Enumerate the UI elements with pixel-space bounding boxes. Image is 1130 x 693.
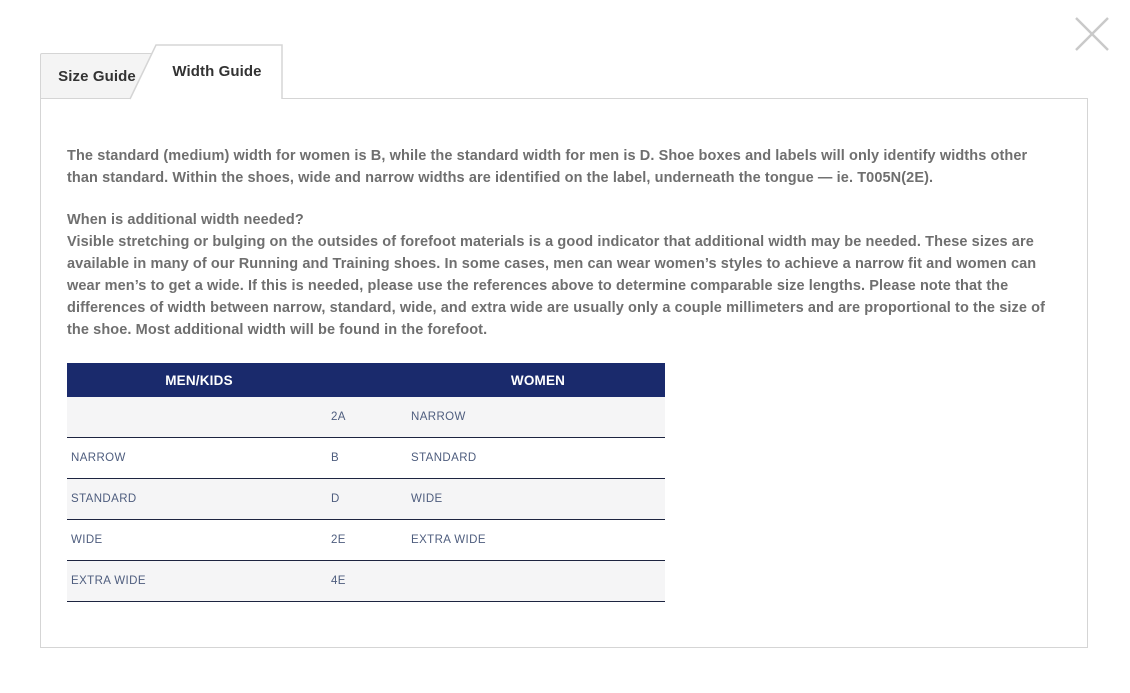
cell-width-code: 2E — [331, 534, 346, 546]
tab-size-guide-label: Size Guide — [58, 68, 136, 85]
cell-men-width: EXTRA WIDE — [71, 575, 146, 587]
close-icon — [1072, 14, 1112, 54]
cell-women-width — [411, 561, 665, 601]
cell-women-width: WIDE — [411, 493, 443, 505]
cell-men-width: WIDE — [71, 534, 103, 546]
cell-men-width: STANDARD — [71, 493, 137, 505]
cell-width-code: D — [331, 493, 340, 505]
table-header-row — [67, 363, 665, 397]
tab-width-guide[interactable] — [126, 44, 284, 100]
cell-women-width: STANDARD — [411, 452, 477, 464]
cell-men-width: NARROW — [71, 452, 126, 464]
cell-width-code: 4E — [331, 575, 346, 587]
table-row — [67, 438, 665, 479]
table-row — [67, 520, 665, 561]
width-guide-panel — [40, 98, 1088, 648]
header-spacer — [331, 363, 411, 397]
tab-width-guide-label: Width Guide — [172, 62, 262, 80]
additional-width-paragraph: Visible stretching or bulging on the outsides of forefoot materials is a good indicator that additional width may be needed. These sizes are available in many of our Running and Training shoes. In some cases, men can wear women’s styles to achieve a narrow fit and women can wear men’s to get a wide. If this is needed, please use the references above to determine comparable size lengths. Please note that the differences of width between narrow, standard, wide, and extra wide are usually only a couple millimeters and are proportional to the size of the shoe. Most additional width will be found in the forefoot. — [67, 234, 1046, 338]
cell-men-width — [67, 397, 331, 437]
cell-women-width: EXTRA WIDE — [411, 534, 486, 546]
header-women: WOMEN — [510, 372, 566, 388]
table-row — [67, 479, 665, 520]
additional-width-heading: When is additional width needed? — [67, 212, 304, 228]
width-comparison-table — [67, 363, 665, 602]
width-guide-text — [67, 145, 1049, 341]
table-row — [67, 561, 665, 602]
cell-width-code: 2A — [331, 411, 346, 423]
cell-width-code: B — [331, 452, 340, 464]
table-row — [67, 397, 665, 438]
intro-paragraph: The standard (medium) width for women is B, while the standard width for men is D. Shoe boxes and labels will only identify widths other than standard. Within the shoes, wide and narrow widths are identified on the label, underneath the tongue — ie. T005N(2E). — [67, 148, 1028, 186]
cell-women-width: NARROW — [411, 411, 466, 423]
header-men-kids: MEN/KIDS — [165, 372, 233, 388]
close-button[interactable] — [1072, 14, 1112, 54]
